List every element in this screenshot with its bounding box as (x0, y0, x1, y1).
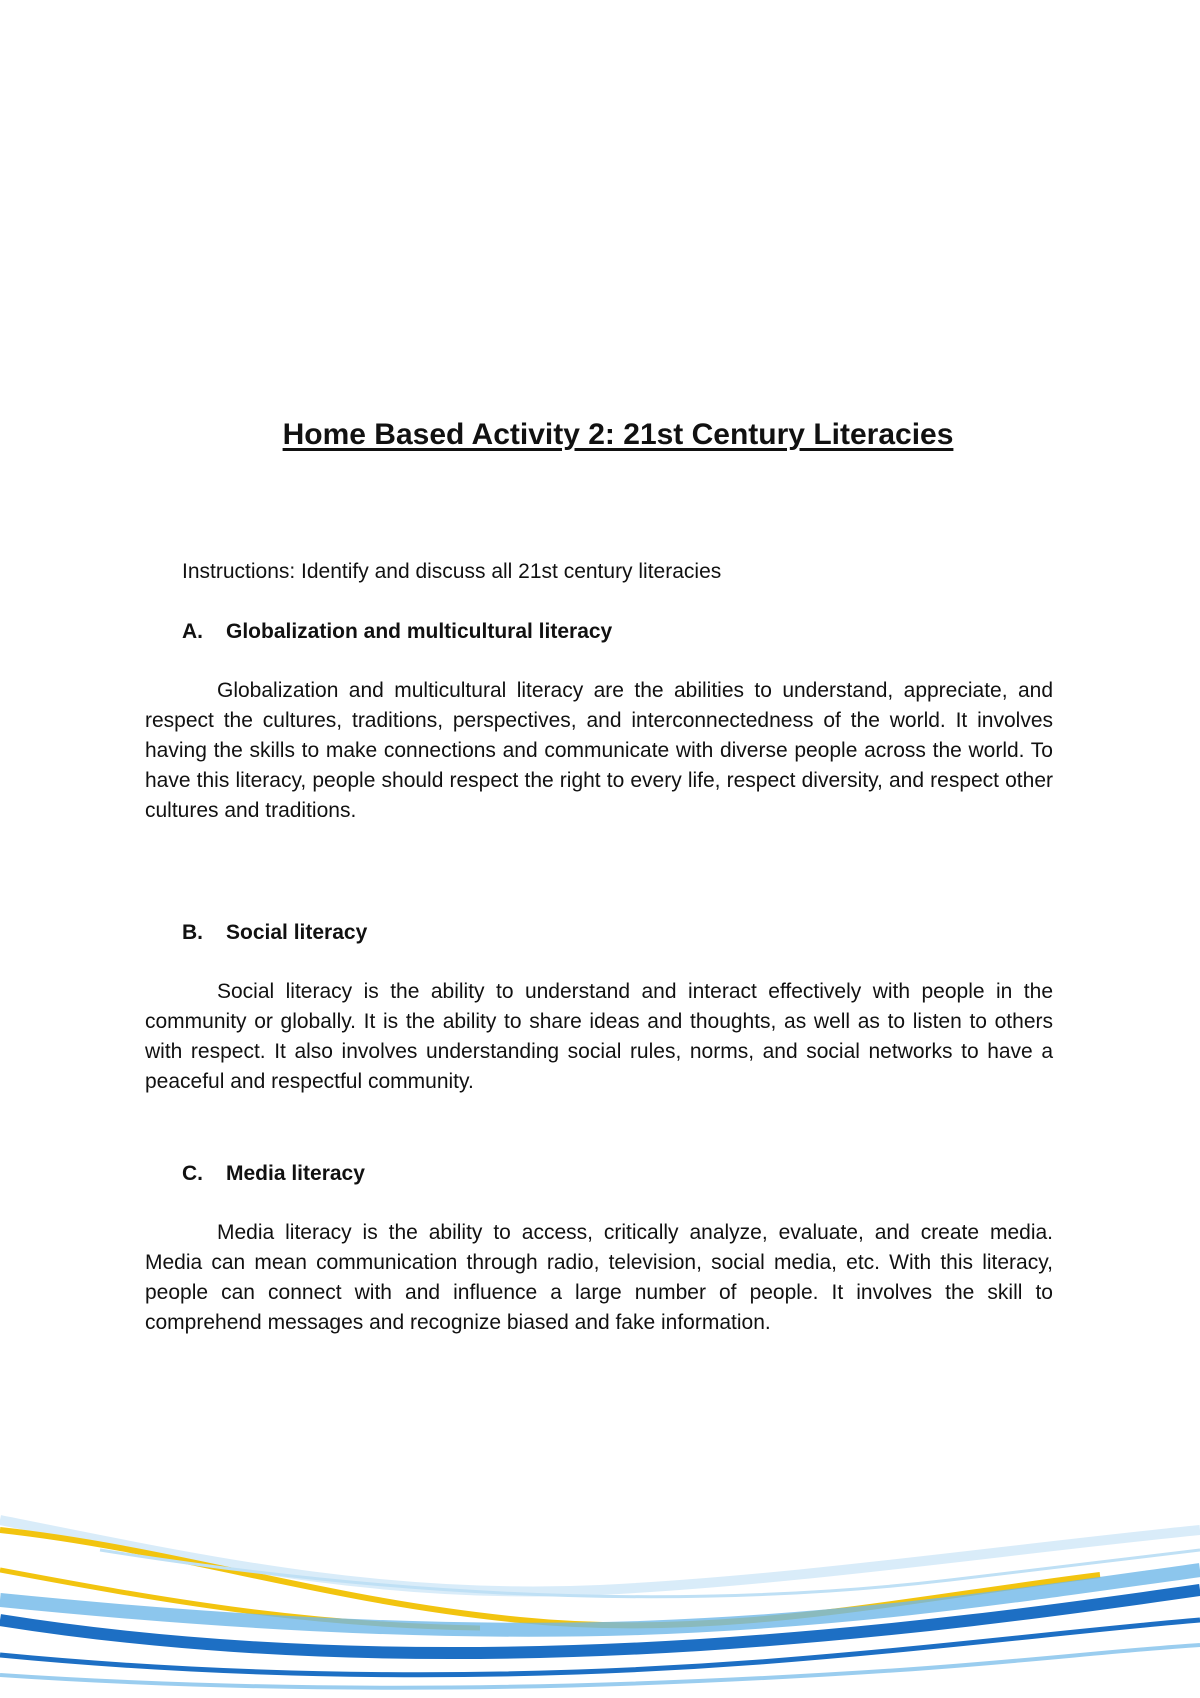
section-letter: C. (182, 1162, 203, 1185)
section-letter: B. (182, 921, 203, 944)
section-letter: A. (182, 620, 203, 643)
section-heading-label: Media literacy (226, 1162, 365, 1185)
instructions-text: Instructions: Identify and discuss all 21st century literacies (182, 560, 722, 583)
wave-pale-band (0, 1520, 1200, 1592)
footer-wave-decoration (0, 1450, 1200, 1698)
section-body-media: Media literacy is the ability to access, critically analyze, evaluate, and create media. Media can mean communication through radio, television, social media, etc. With this literacy, people can connect with and influence a large number of people. It involves the skill to comprehend messages and recognize biased and fake information. (145, 1221, 1053, 1334)
section-heading-label: Social literacy (226, 921, 368, 944)
section-heading-social (182, 921, 367, 945)
section-body-social: Social literacy is the ability to understand and interact effectively with people in the community or globally. It is the ability to share ideas and thoughts, as well as to listen to others with respect. It also involves understanding social rules, norms, and social networks to have a peaceful and respectful community. (145, 980, 1053, 1093)
section-body-globalization: Globalization and multicultural literacy are the abilities to understand, appreciate, and respect the cultures, traditions, perspectives, and interconnectedness of the world. It involves having the skills to make connections and communicate with diverse people across the world. To have this literacy, people should respect the right to every life, respect diversity, and respect other cultures and traditions. (145, 679, 1053, 822)
page-title: Home Based Activity 2: 21st Century Literacies (282, 418, 954, 451)
section-heading-media (182, 1162, 365, 1186)
section-heading-label: Globalization and multicultural literacy (226, 620, 613, 643)
section-heading-globalization (182, 620, 612, 644)
